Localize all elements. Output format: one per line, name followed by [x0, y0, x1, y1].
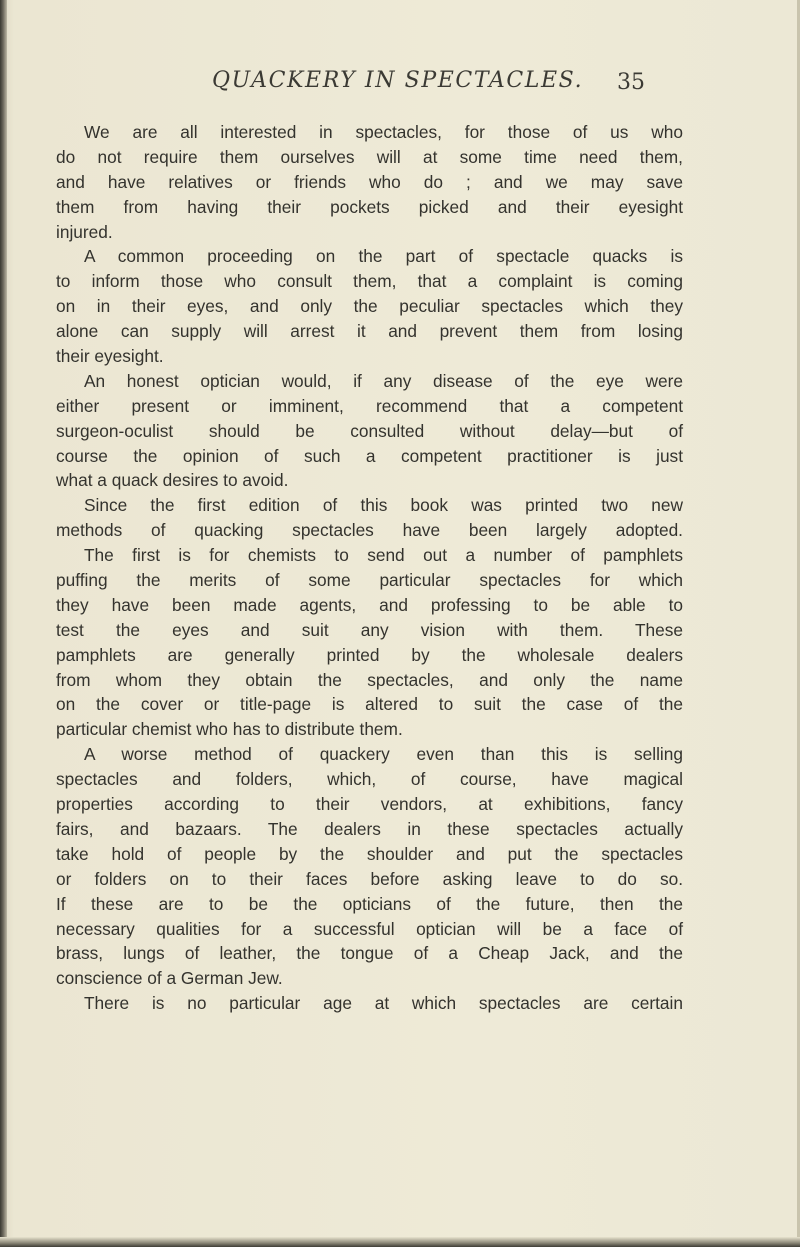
book-spine-shadow [0, 0, 7, 1247]
text-line: do not require them ourselves will at some time need them, [56, 146, 683, 167]
text-line: either present or imminent, recommend that a competent [56, 395, 683, 416]
text-line: their eyesight. [56, 346, 164, 367]
text-line: and have relatives or friends who do ; and we may save [56, 171, 683, 192]
text-line: injured. [56, 221, 113, 242]
text-line: An honest optician would, if any disease of the eye were [84, 370, 683, 391]
text-line: on in their eyes, and only the peculiar spectacles which they [56, 296, 683, 317]
text-line: particular chemist who has to distribute them. [56, 719, 403, 740]
page-edge-bottom [0, 1237, 800, 1247]
text-line: surgeon-oculist should be consulted without delay—but of [56, 420, 683, 441]
text-line: pamphlets are generally printed by the wholesale dealers [56, 644, 683, 665]
text-line: properties according to their vendors, at exhibitions, fancy [56, 794, 683, 815]
text-line: what a quack desires to avoid. [56, 470, 289, 491]
body-text [56, 120, 683, 1016]
page-number: 35 [617, 70, 645, 95]
text-line: or folders on to their faces before asking leave to do so. [56, 868, 683, 889]
text-line: from whom they obtain the spectacles, and only the name [56, 669, 683, 690]
text-line: methods of quacking spectacles have been largely adopted. [56, 520, 683, 541]
text-line: A worse method of quackery even than this is selling [84, 744, 683, 765]
text-line: brass, lungs of leather, the tongue of a Cheap Jack, and the [56, 943, 683, 964]
text-line: to inform those who consult them, that a complaint is coming [56, 271, 683, 292]
text-line: conscience of a German Jew. [56, 968, 283, 989]
text-line: course the opinion of such a competent practitioner is just [56, 445, 683, 466]
text-line: puffing the merits of some particular spectacles for which [56, 570, 683, 591]
text-line: We are all interested in spectacles, for those of us who [84, 122, 683, 142]
text-line: test the eyes and suit any vision with them. These [56, 619, 683, 640]
text-line: alone can supply will arrest it and prevent them from losing [56, 321, 683, 342]
text-line: Since the first edition of this book was printed two new [84, 495, 683, 516]
text-line: them from having their pockets picked and their eyesight [56, 196, 683, 217]
text-line: on the cover or title-page is altered to suit the case of the [56, 694, 683, 715]
text-line: If these are to be the opticians of the future, then the [56, 893, 683, 914]
text-line: they have been made agents, and professing to be able to [56, 594, 683, 615]
text-line: The first is for chemists to send out a number of pamphlets [84, 545, 683, 566]
text-line: fairs, and bazaars. The dealers in these spectacles actually [56, 818, 683, 839]
running-title: QUACKERY IN SPECTACLES. [212, 68, 584, 93]
text-line: take hold of people by the shoulder and put the spectacles [56, 843, 683, 864]
text-line: There is no particular age at which spectacles are certain [84, 993, 683, 1014]
text-line: A common proceeding on the part of spectacle quacks is [84, 246, 683, 267]
text-line: necessary qualities for a successful optician will be a face of [56, 918, 683, 939]
text-line: spectacles and folders, which, of course, have magical [56, 769, 683, 790]
